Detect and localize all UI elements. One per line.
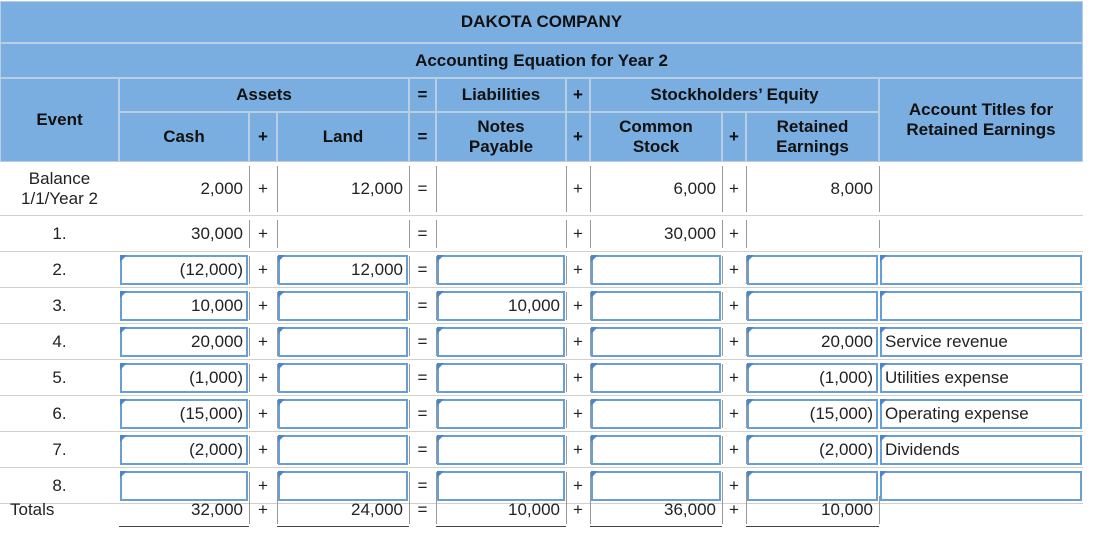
retained-earnings-value[interactable] [746,252,877,288]
notes-payable-value [436,162,564,216]
column-divider [879,496,880,524]
column-divider [722,328,723,356]
land-header: Land [277,112,409,162]
column-divider [436,328,437,356]
cash-value[interactable]: (15,000) [179,404,243,423]
plus-sign: + [573,368,583,387]
column-divider [436,166,437,212]
retained-earnings-value[interactable]: (2,000) [819,440,873,459]
column-divider [722,256,723,284]
event-label: 2. [52,259,67,279]
column-divider [409,292,410,320]
account-title-value [881,162,1083,216]
column-divider [436,436,437,464]
column-divider [746,436,747,464]
column-divider [249,496,250,524]
column-divider [566,220,567,248]
account-title-value[interactable] [881,288,1083,324]
totals-label: Totals [10,500,55,519]
notes-payable-value [436,216,564,252]
account-title-value [881,216,1083,252]
retained-earnings-header: Retained Earnings [746,112,879,162]
land-value[interactable] [277,288,407,324]
liabilities-header: Liabilities [436,78,566,112]
equals-sign: = [417,332,428,351]
event-header: Event [0,78,119,162]
cash-header: Cash [119,112,249,162]
equals-sign: = [417,440,428,459]
column-divider [746,496,747,524]
column-divider [566,496,567,524]
plus-sign: + [729,224,739,243]
common-stock-value[interactable] [590,288,720,324]
column-divider [436,364,437,392]
equals-sign: = [417,404,428,423]
column-divider [409,220,410,248]
plus-sign: + [729,368,739,387]
column-divider [436,292,437,320]
plus-header-3: + [566,112,590,162]
column-divider [409,496,410,524]
column-divider [590,436,591,464]
notes-payable-value[interactable] [436,252,564,288]
column-divider [722,292,723,320]
column-divider [722,400,723,428]
column-divider [409,364,410,392]
common-stock-value: 6,000 [673,179,716,198]
total-underline [436,526,566,527]
cash-value[interactable]: 20,000 [191,332,243,351]
column-divider [277,220,278,248]
column-divider [566,292,567,320]
column-divider [249,256,250,284]
common-stock-total: 36,000 [664,500,716,519]
land-value[interactable] [277,396,407,432]
plus-sign: + [573,224,583,243]
retained-earnings-total: 10,000 [821,500,873,519]
column-divider [277,400,278,428]
retained-earnings-value [746,216,877,252]
notes-payable-header: Notes Payable [436,112,566,162]
column-divider [722,166,723,212]
retained-earnings-value[interactable]: (1,000) [819,368,873,387]
plus-sign: + [573,440,583,459]
plus-sign: + [258,368,268,387]
column-divider [590,496,591,524]
plus-sign: + [729,440,739,459]
plus-sign: + [258,500,268,519]
column-divider [249,220,250,248]
plus-sign: + [573,476,583,495]
cash-value[interactable]: (1,000) [189,368,243,387]
land-value [277,216,407,252]
column-divider [249,400,250,428]
total-underline [119,526,249,527]
land-value[interactable]: 12,000 [351,260,403,279]
column-divider [566,166,567,212]
plus-header-2: + [249,112,277,162]
account-title-value[interactable]: Dividends [885,440,960,459]
company-title: DAKOTA COMPANY [0,1,1083,43]
equals-sign: = [417,368,428,387]
event-label: Balance 1/1/Year 2 [21,168,98,208]
column-divider [566,436,567,464]
column-divider [277,364,278,392]
equals-sign: = [417,179,428,198]
equals-sign: = [417,476,428,495]
plus-sign: + [258,260,268,279]
cash-value[interactable]: 10,000 [191,296,243,315]
column-divider [409,256,410,284]
column-divider [249,166,250,212]
column-divider [409,166,410,212]
plus-sign: + [729,260,739,279]
common-stock-header: Common Stock [590,112,722,162]
cash-total: 32,000 [191,500,243,519]
retained-earnings-value: 8,000 [830,179,873,198]
land-value: 12,000 [351,179,403,198]
column-divider [590,328,591,356]
column-divider [590,364,591,392]
total-underline [746,526,879,527]
cash-value: 30,000 [191,224,243,243]
column-divider [879,166,880,212]
column-divider [249,328,250,356]
equals-header-2: = [409,112,436,162]
cash-value: 2,000 [200,179,243,198]
plus-sign: + [573,332,583,351]
column-divider [277,292,278,320]
column-divider [409,328,410,356]
notes-payable-value[interactable] [436,396,564,432]
common-stock-value[interactable] [590,360,720,396]
account-title-value[interactable]: Utilities expense [885,368,1009,387]
column-divider [566,328,567,356]
event-label: 8. [52,475,67,495]
assets-header: Assets [119,78,409,112]
plus-sign: + [258,179,268,198]
equals-sign: = [417,296,428,315]
cash-value[interactable]: (12,000) [179,260,243,279]
column-divider [249,292,250,320]
plus-sign: + [573,500,583,519]
equals-header: = [409,78,436,112]
column-divider [436,220,437,248]
total-underline [590,526,722,527]
plus-header-4: + [722,112,746,162]
column-divider [590,292,591,320]
plus-sign: + [573,179,583,198]
plus-sign: + [573,260,583,279]
column-divider [277,166,278,212]
account-title-value[interactable] [881,468,1083,504]
column-divider [277,256,278,284]
column-divider [746,166,747,212]
column-divider [249,436,250,464]
land-total: 24,000 [351,500,403,519]
column-divider [722,220,723,248]
plus-sign: + [729,500,739,519]
column-divider [746,220,747,248]
column-divider [566,400,567,428]
column-divider [436,256,437,284]
plus-sign: + [729,332,739,351]
event-label: 6. [52,403,67,423]
column-divider [277,436,278,464]
retained-earnings-value[interactable]: (15,000) [809,404,873,423]
event-label: 4. [52,331,67,351]
notes-payable-value[interactable] [436,360,564,396]
land-value[interactable] [277,324,407,360]
plus-sign: + [258,296,268,315]
column-divider [277,496,278,524]
column-divider [746,364,747,392]
plus-sign: + [573,404,583,423]
plus-sign: + [729,476,739,495]
common-stock-value[interactable] [590,324,720,360]
column-divider [409,436,410,464]
column-divider [879,220,880,248]
equation-subtitle: Accounting Equation for Year 2 [0,43,1083,78]
notes-payable-total: 10,000 [508,500,560,519]
column-divider [746,328,747,356]
plus-sign: + [258,332,268,351]
account-title-value[interactable]: Service revenue [885,332,1008,351]
retained-earnings-value[interactable]: 20,000 [821,332,873,351]
column-divider [436,496,437,524]
column-divider [590,220,591,248]
column-divider [590,256,591,284]
plus-sign: + [258,440,268,459]
plus-sign: + [729,404,739,423]
equals-sign: = [417,224,428,243]
column-divider [249,364,250,392]
plus-sign: + [729,179,739,198]
total-underline [277,526,409,527]
equals-sign: = [417,500,428,519]
common-stock-value[interactable] [590,396,720,432]
land-value[interactable] [277,432,407,468]
plus-header: + [566,78,590,112]
plus-sign: + [573,296,583,315]
account-titles-header: Account Titles for Retained Earnings [879,78,1083,162]
event-label: 1. [52,223,67,243]
notes-payable-value[interactable] [436,432,564,468]
equity-header: Stockholders’ Equity [590,78,879,112]
equals-sign: = [417,260,428,279]
plus-sign: + [258,224,268,243]
plus-sign: + [258,476,268,495]
retained-earnings-value[interactable] [746,288,877,324]
account-title-value[interactable]: Operating expense [885,404,1029,423]
common-stock-value[interactable] [590,252,720,288]
column-divider [277,328,278,356]
event-label: 7. [52,439,67,459]
column-divider [590,400,591,428]
column-divider [590,166,591,212]
column-divider [566,256,567,284]
account-title-value[interactable] [881,252,1083,288]
common-stock-value: 30,000 [664,224,716,243]
event-label: 5. [52,367,67,387]
column-divider [722,436,723,464]
plus-sign: + [729,296,739,315]
column-divider [722,364,723,392]
column-divider [409,400,410,428]
notes-payable-value[interactable]: 10,000 [508,296,560,315]
column-divider [722,496,723,524]
plus-sign: + [258,404,268,423]
common-stock-value[interactable] [590,432,720,468]
land-value[interactable] [277,360,407,396]
column-divider [566,364,567,392]
column-divider [436,400,437,428]
cash-value[interactable]: (2,000) [189,440,243,459]
event-label: 3. [52,295,67,315]
column-divider [746,256,747,284]
notes-payable-value[interactable] [436,324,564,360]
column-divider [746,292,747,320]
column-divider [746,400,747,428]
